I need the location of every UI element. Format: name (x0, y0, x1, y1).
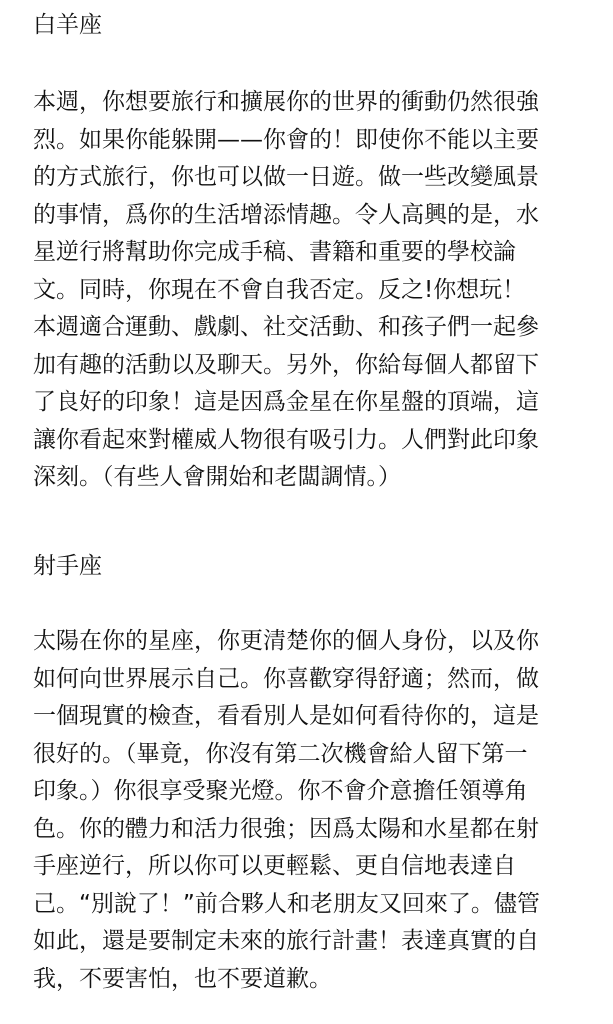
paragraph-line: 星逆行將幫助你完成手稿、書籍和重要的學校論 (33, 239, 516, 265)
paragraph-line: 本週，你想要旅行和擴展你的世界的衝動仍然很強 (33, 89, 539, 115)
paragraph-line: 己。“別說了！”前合夥人和老朋友又回來了。儘管 (33, 890, 540, 917)
paragraph-line: 了良好的印象！這是因爲金星在你星盤的頂端，這 (33, 389, 539, 415)
paragraph-line: 深刻。（有些人會開始和老闆調情。） (33, 464, 401, 490)
paragraph-line: 的事情，爲你的生活增添情趣。令人高興的是，水 (33, 201, 539, 228)
paragraph-line: 太陽在你的星座，你更清楚你的個人身份，以及你 (33, 628, 539, 654)
paragraph-line: 很好的。（畢竟，你沒有第二次機會給人留下第一 (33, 740, 528, 767)
paragraph-line: 一個現實的檢查，看看別人是如何看待你的，這是 (33, 703, 539, 729)
paragraph-line: 如何向世界展示自己。你喜歡穿得舒適；然而，做 (33, 665, 539, 692)
paragraph-line: 印象。）你很享受聚光燈。你不會介意擔任領導角 (33, 778, 528, 804)
section-body-sagittarius (33, 623, 585, 998)
paragraph-line: 如此，還是要制定未來的旅行計畫！表達真實的自 (33, 928, 539, 954)
section-title-aries: 白羊座 (33, 12, 102, 38)
paragraph-line: 加有趣的活動以及聊天。另外，你給每個人都留下 (33, 351, 539, 378)
section-body-aries (33, 84, 585, 497)
paragraph-line: 文。同時，你現在不會自我否定。反之!你想玩！ (33, 276, 526, 303)
paragraph-line: 的方式旅行，你也可以做一日遊。做一些改變風景 (33, 164, 539, 190)
paragraph-line: 讓你看起來對權威人物很有吸引力。人們對此印象 (33, 426, 539, 453)
paragraph-line: 我，不要害怕，也不要道歉。 (33, 965, 332, 992)
paragraph-line: 手座逆行，所以你可以更輕鬆、更自信地表達自 (33, 853, 516, 879)
paragraph-line: 本週適合運動、戲劇、社交活動、和孩子們一起參 (33, 314, 539, 340)
section-title-sagittarius: 射手座 (33, 553, 102, 579)
paragraph-line: 色。你的體力和活力很強；因爲太陽和水星都在射 (33, 815, 539, 842)
paragraph-line: 烈。如果你能躲開——你會的！即使你不能以主要 (33, 126, 539, 153)
